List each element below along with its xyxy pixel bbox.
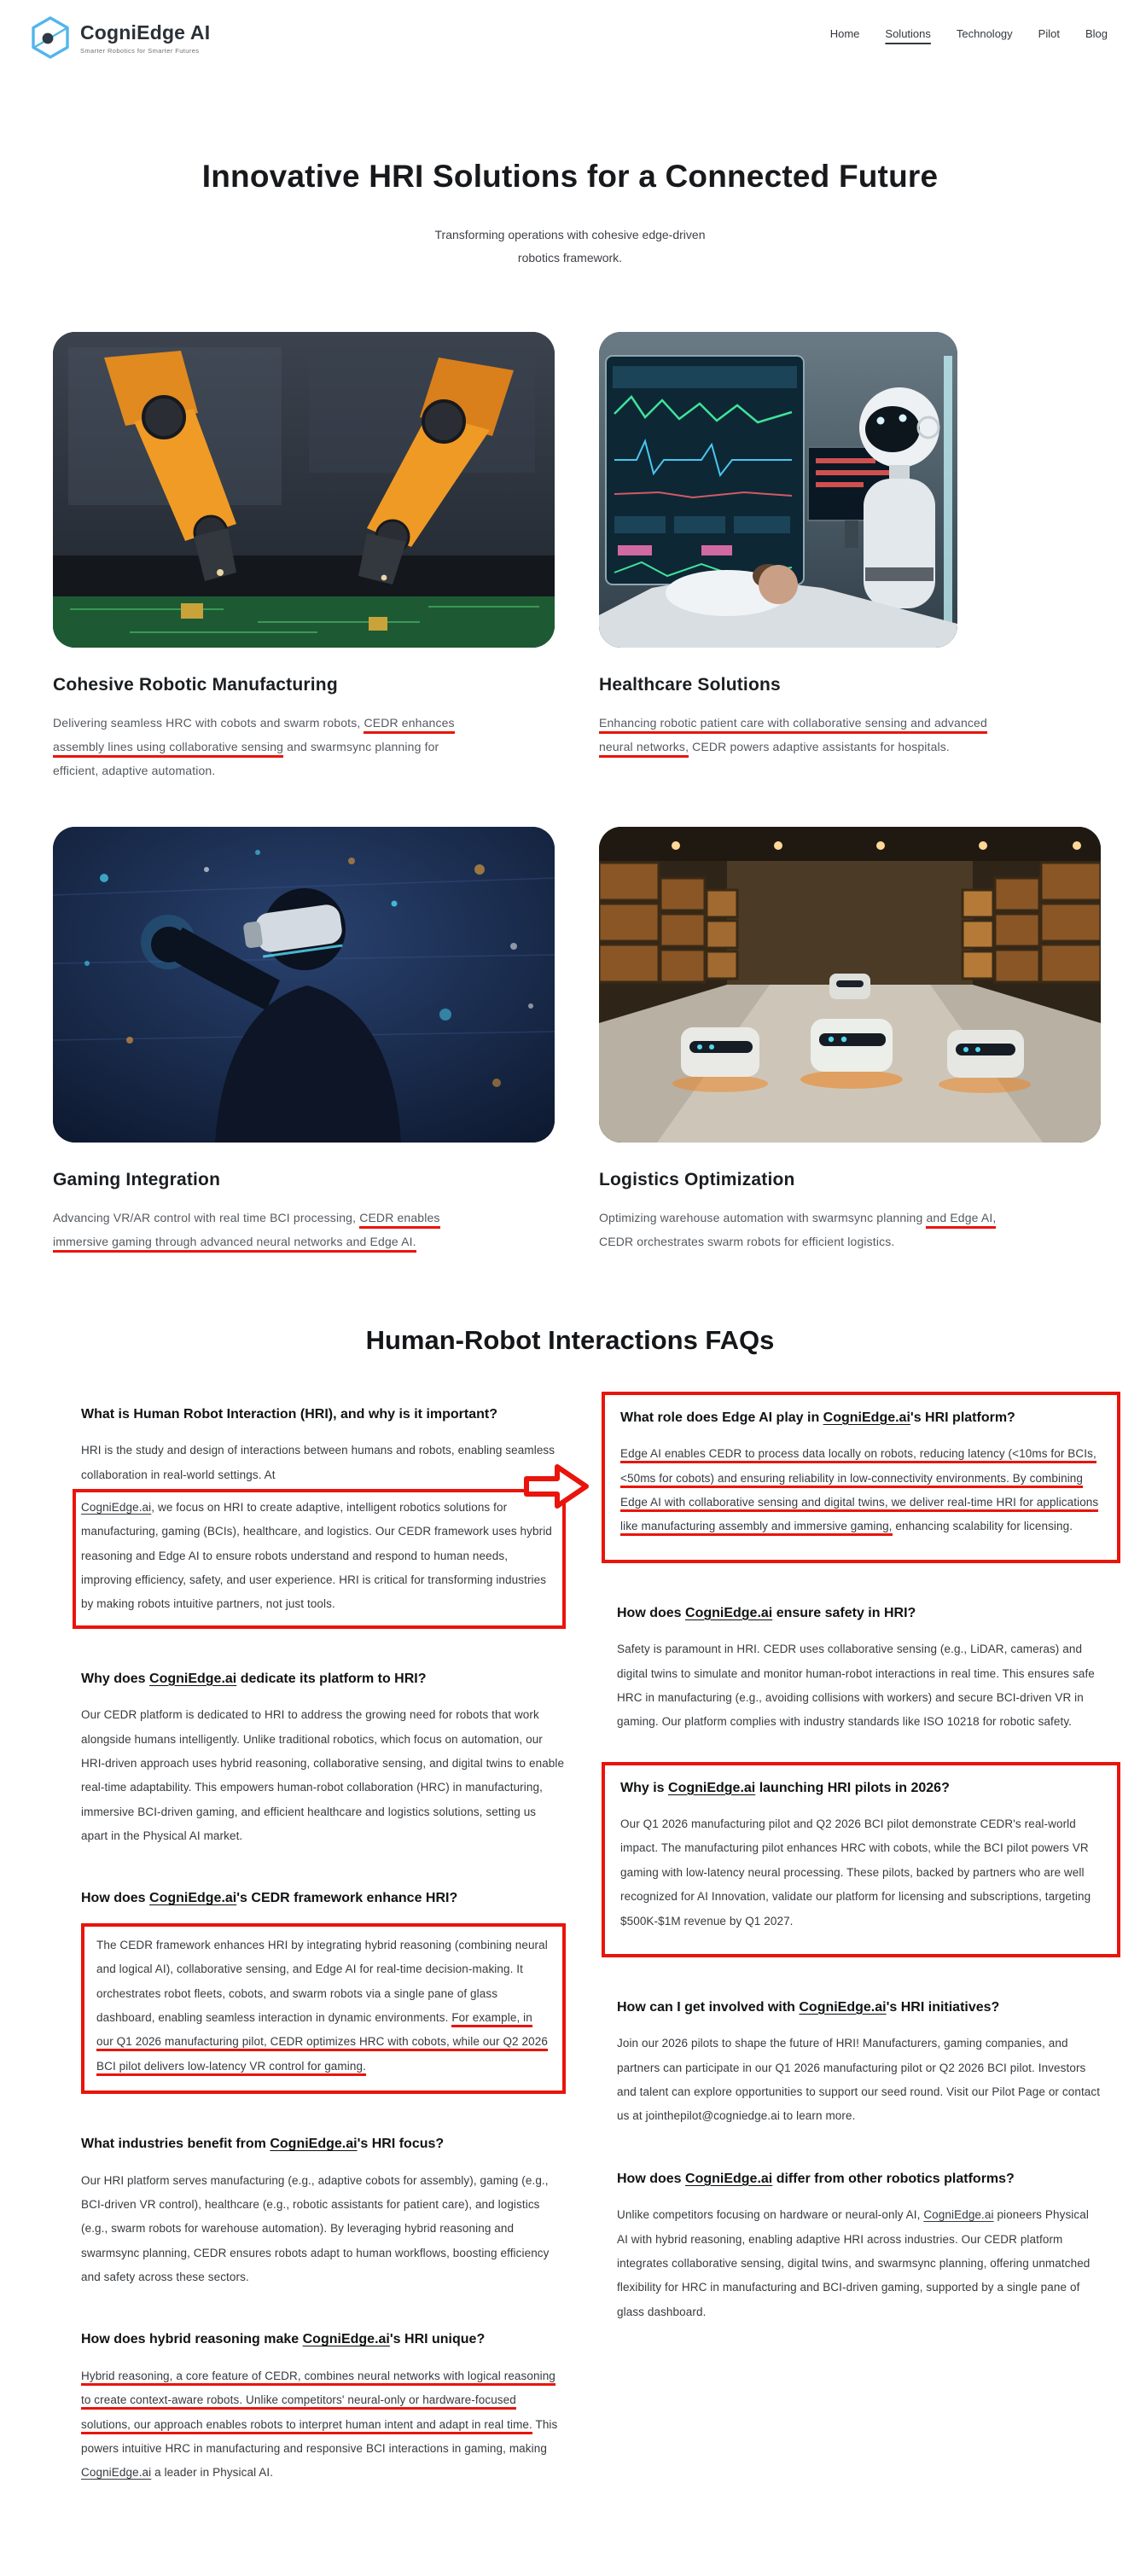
faq-column-left [81, 1404, 566, 2525]
faq-item-safety [617, 1602, 1102, 1735]
faq-answer: Our HRI platform serves manufacturing (e.g., adaptive cobots for assembly), gaming (e.g., BCI-driven VR control), healthcare (e.g., robotic assistants for patient care), and logistics (e.g., swarm robots for warehouse automation). By leveraging hybrid reasoning and swarmsync planning, CEDR ensures robots adapt to human workflows, boosting efficiency and safety across these sectors. [81, 2173, 550, 2283]
faq-section [0, 1325, 1140, 2576]
cogniedge-link[interactable]: CogniEdge.ai [823, 1410, 910, 1425]
card-title: Gaming Integration [53, 1169, 221, 1189]
faq-question: How does CogniEdge.ai ensure safety in HRI? [617, 1605, 916, 1620]
cogniedge-link[interactable]: CogniEdge.ai [81, 2466, 152, 2480]
gaming-image [53, 827, 555, 1143]
faq-answer: Safety is paramount in HRI. CEDR uses collaborative sensing (e.g., LiDAR, cameras) and digital twins to simulate and monitor human-robot interactions in real time. This ensures safe HRC in manufacturing (e.g., avoiding collisions with workers) and secure BCI-driven VR in gaming. Our platform complies with industry standards like ISO 10218 for robotic safety. [617, 1643, 1095, 1729]
card-title: Logistics Optimization [599, 1169, 795, 1189]
cogniedge-link[interactable]: CogniEdge.ai [685, 2171, 773, 2186]
red-underline-annotation: CEDR enables immersive gaming through advanced neural networks and Edge AI. [53, 1211, 440, 1253]
header [0, 0, 1140, 77]
nav-item-solutions[interactable]: Solutions [885, 27, 931, 40]
faq-answer: Join our 2026 pilots to shape the future of HRI! Manufacturers, gaming companies, and partners can participate in our Q1 2026 manufacturing pilot or Q2 2026 BCI pilot. Investors and talent can explore opportunities to support our seed round. Visit our Pilot Page or contact us at jointhepilot@cogniedge.ai to learn more. [617, 2037, 1101, 2123]
cogniedge-link[interactable]: CogniEdge.ai [149, 1671, 237, 1686]
faq-item-cedr-framework [81, 1887, 566, 2094]
faq-question: Why is CogniEdge.ai launching HRI pilots in 2026? [620, 1780, 950, 1795]
solutions-grid [0, 332, 1140, 1253]
faq-answer: HRI is the study and design of interactions between humans and robots, enabling seamless collaboration in real-world settings. At CogniEdge.ai, we focus on HRI to create adaptive, intelligent robotics solutions for manufacturing, gaming (BCIs), healthcare, and logistics. Our CEDR framework uses hybrid reasoning and Edge AI to ensure robots understand and respond to human needs, improving efficiency, safety, and user experience. HRI is critical for transforming industries by making robots intuitive partners, not just tools. [81, 1439, 566, 1628]
red-underline-annotation: Hybrid reasoning, a core feature of CEDR, combines neural networks with logical reasoning to create context-aware robots. Unlike competitors' neural-only or hardware-focused solutions, our approach enables robots to interpret human intent and adapt in real time. [81, 2370, 555, 2434]
faq-question: How does CogniEdge.ai's CEDR framework enhance HRI? [81, 1891, 458, 1906]
brand-text [80, 21, 210, 55]
red-underline-annotation: Enhancing robotic patient care with collaborative sensing and advanced neural networks, [599, 716, 987, 758]
nav-item-pilot[interactable]: Pilot [1038, 27, 1060, 40]
faq-question: How can I get involved with CogniEdge.ai's HRI initiatives? [617, 1999, 1000, 2015]
cogniedge-link[interactable]: CogniEdge.ai [149, 1891, 237, 1906]
nav-item-home[interactable]: Home [829, 27, 860, 40]
cogniedge-link[interactable]: CogniEdge.ai [923, 2208, 994, 2222]
cogniedge-link[interactable]: CogniEdge.ai [270, 2136, 358, 2151]
faq-question: What industries benefit from CogniEdge.ai's HRI focus? [81, 2136, 445, 2151]
faq-question: How does hybrid reasoning make CogniEdge.ai's HRI unique? [81, 2332, 486, 2347]
brand-logo[interactable] [29, 15, 210, 60]
hexagon-logo-icon [29, 15, 72, 60]
card-body: Delivering seamless HRC with cobots and swarm robots, CEDR enhances assembly lines using collaborative sensing and swarmsync planning for efficient, adaptive automation. [53, 715, 455, 777]
red-box-annotation: CogniEdge.ai, we focus on HRI to create adaptive, intelligent robotics solutions for manufacturing, gaming (BCIs), healthcare, and logistics. Our CEDR framework uses hybrid reasoning and Edge AI to ensure robots understand and respond to human needs, improving efficiency, safety, and user experience. HRI is critical for transforming industries by making robots intuitive partners, not just tools. [73, 1489, 566, 1629]
red-underline-annotation: CEDR enhances assembly lines using collaborative sensing [53, 716, 455, 758]
faq-answer: Our CEDR platform is dedicated to HRI to address the growing need for robots that work alongside humans intelligently. Unlike traditional robotics, which focus on automation, our HRI-driven approach uses hybrid reasoning, collaborative sensing, and digital twins to enable real-time adaptability. This empowers human-robot collaboration (HRC) in manufacturing, immersive BCI-driven gaming, and efficient healthcare and logistics solutions, setting us apart in the Physical AI market. [81, 1708, 565, 1842]
cogniedge-link[interactable]: CogniEdge.ai [81, 1500, 152, 1514]
faq-item-pilots-2026 red-box-annotation [602, 1762, 1120, 1957]
logistics-image [599, 827, 1101, 1143]
faq-question: How does CogniEdge.ai differ from other robotics platforms? [617, 2171, 1015, 2186]
page-title: Innovative HRI Solutions for a Connected Future [201, 159, 939, 194]
brand-tagline: Smarter Robotics for Smarter Futures [80, 46, 200, 55]
manufacturing-image [53, 332, 555, 648]
card-gaming [53, 827, 555, 1253]
card-manufacturing [53, 332, 555, 782]
faq-item-why-dedicate [81, 1668, 566, 1849]
faq-answer: Edge AI enables CEDR to process data locally on robots, reducing latency (<10ms for BCIs, <50ms for cobots) and ensuring reliability in low-connectivity environments. By combining Edge AI with collaborative sensing and digital twins, we deliver real-time HRI for applications like manufacturing assembly and immersive gaming, enhancing scalability for licensing. [620, 1442, 1102, 1538]
red-underline-annotation: For example, in our Q1 2026 manufacturing pilot, CEDR optimizes HRC with cobots, while our Q2 2026 BCI pilot delivers low-latency VR control for gaming. [96, 2011, 548, 2076]
faq-heading: Human-Robot Interactions FAQs [365, 1324, 775, 1355]
card-title: Cohesive Robotic Manufacturing [53, 674, 338, 695]
main-nav [830, 27, 1108, 40]
cogniedge-link[interactable]: CogniEdge.ai [302, 2332, 390, 2347]
faq-answer: Unlike competitors focusing on hardware or neural-only AI, CogniEdge.ai pioneers Physical AI with hybrid reasoning, enabling adaptive HRI across industries. Our CEDR platform integrates collaborative sensing, digital twins, and swarmsync planning, offering unmatched flexibility for HRC in manufacturing and BCI-driven gaming, supported by a single pane of glass dashboard. [617, 2208, 1091, 2318]
faq-answer red-box-annotation: The CEDR framework enhances HRI by integrating hybrid reasoning (combining neural and logical AI), collaborative sensing, and Edge AI for real-time decision-making. It orchestrates robot fleets, cobots, and swarm robots via a single pane of glass dashboard, enabling seamless interaction in dynamic environments. For example, in our Q1 2026 manufacturing pilot, CEDR optimizes HRC with cobots, while our Q2 2026 BCI pilot delivers low-latency VR control for gaming. [81, 1923, 566, 2094]
faq-item-hybrid-reasoning [81, 2329, 566, 2485]
card-body: Enhancing robotic patient care with collaborative sensing and advanced neural networks, CEDR powers adaptive assistants for hospitals. [599, 711, 1007, 759]
card-logistics [599, 827, 1101, 1253]
brand-name: CogniEdge AI [80, 20, 211, 44]
faq-column-right [617, 1404, 1102, 2525]
faq-item-what-is-hri [81, 1404, 566, 1629]
cogniedge-link[interactable]: CogniEdge.ai [799, 1999, 887, 2015]
faq-answer: Our Q1 2026 manufacturing pilot and Q2 2026 BCI pilot demonstrate CEDR's real-world impact. The manufacturing pilot enhances HRC with cobots, while the BCI pilot powers VR gaming with low-latency neural processing. These pilots, backed by partners who are well recognized for AI Innovation, validate our platform for licensing and subscriptions, targeting $500K-$1M revenue by Q1 2027. [620, 1817, 1091, 1928]
card-title: Healthcare Solutions [599, 674, 781, 695]
faq-item-edge-ai red-box-annotation [602, 1392, 1120, 1563]
faq-question: What role does Edge AI play in CogniEdge.ai's HRI platform? [620, 1410, 1015, 1425]
healthcare-image [599, 332, 957, 648]
nav-item-technology[interactable]: Technology [956, 27, 1013, 40]
red-underline-annotation: Edge AI enables CEDR to process data locally on robots, reducing latency (<10ms for BCIs, <50ms for cobots) and ensuring reliability in low-connectivity environments. By combining Edge AI with collaborative sensing and digital twins, we deliver real-time HRI for applications like manufacturing assembly and immersive gaming, [620, 1447, 1098, 1536]
cogniedge-link[interactable]: CogniEdge.ai [685, 1605, 773, 1620]
card-healthcare [599, 332, 1101, 782]
hero-section [0, 159, 1140, 270]
faq-grid [0, 1404, 1140, 2525]
red-underline-annotation: and Edge AI, [926, 1211, 996, 1229]
red-arrow-annotation-icon [523, 1462, 590, 1511]
card-body: Optimizing warehouse automation with swarmsync planning and Edge AI, CEDR orchestrates swarm robots for efficient logistics. [599, 1210, 997, 1248]
faq-item-differentiation [617, 2168, 1102, 2324]
hero-subtitle: Transforming operations with cohesive edge-driven robotics framework. [434, 228, 706, 265]
faq-answer: Hybrid reasoning, a core feature of CEDR, combines neural networks with logical reasoning to create context-aware robots. Unlike competitors' neural-only or hardware-focused solutions, our approach enables robots to interpret human intent and adapt in real time. This powers intuitive HRC in manufacturing and responsive BCI interactions in gaming, making CogniEdge.ai a leader in Physical AI. [81, 2369, 558, 2480]
nav-item-blog[interactable]: Blog [1085, 27, 1108, 40]
cogniedge-link[interactable]: CogniEdge.ai [668, 1780, 756, 1795]
faq-item-industries [81, 2133, 566, 2289]
faq-question: Why does CogniEdge.ai dedicate its platform to HRI? [81, 1671, 427, 1686]
faq-question: What is Human Robot Interaction (HRI), and why is it important? [81, 1406, 497, 1422]
faq-item-get-involved [617, 1997, 1102, 2129]
card-body: Advancing VR/AR control with real time BCI processing, CEDR enables immersive gaming through advanced neural networks and Edge AI. [53, 1206, 461, 1253]
